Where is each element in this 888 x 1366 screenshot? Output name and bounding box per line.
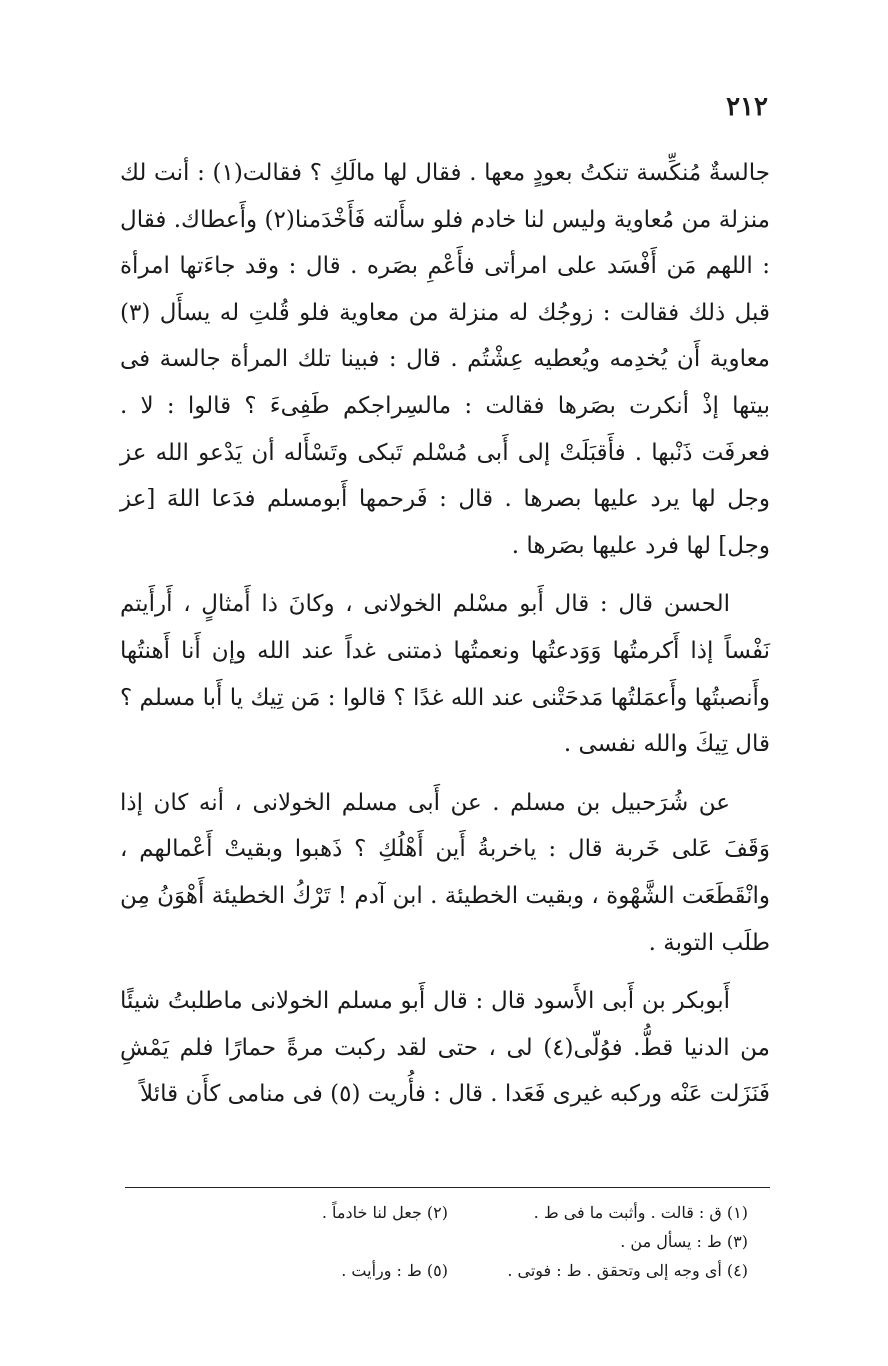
footnote-separator [125, 1187, 770, 1188]
paragraph-3: عن شُرَحبيل بن مسلم . عن أَبى مسلم الخولانى ، أنه كان إذا وَقَفَ عَلى خَربة قال : ياخربةُ أَين أَهْلُكِ ؟ ذَهبوا وبقيتْ أَعْمالهم ، وانْقَطَعَت الشَّهْوة ، وبقيت الخطيئة . ابن آدم ! تَرْكُ الخطيئة أَهْوَنُ مِن طلَب التوبة . [120, 789, 770, 956]
body-text [120, 150, 770, 1130]
footnote-5: (٥) ط : ورأيت . [341, 1261, 448, 1280]
footnote-2: (٢) جعل لنا خادماً . [321, 1203, 448, 1222]
page-number: ٢١٢ [726, 92, 768, 122]
footnote-row [148, 1256, 748, 1285]
paragraph-1: جالسةٌ مُنكِّسة تنكتُ بعودٍ معها . فقال لها مالَكِ ؟ فقالت(١) : أنت لك منزلة من مُعاوية وليس لنا خادم فلو سأَلته فَأَخْدَمنا(٢) وأَعطاك. فقال : اللهم مَن أَفْسَد على امرأتى فأَعْمِ بصَره . قال : وقد جاءَتها امرأة قبل ذلك فقالت : زوجُك له منزلة من معاوية فلو قُلتِ له يسأَل (٣) معاوية أَن يُخدِمه ويُعطيه عِشْتُم . قال : فبينا تلك المرأة جالسة فى بيتها إذْ أنكرت بصَرها فقالت : مالسِراجكم طَفِىءَ ؟ قالوا : لا . فعرفَت ذَنْبها . فأَقبَلَتْ إلى أَبى مُسْلم تَبكى وتَسْأَله أن يَدْعو الله عز وجل لها يرد عليها بصرها . قال : فَرحمها أَبومسلم فدَعا اللهَ [عز وجل] لها فرد عليها بصَرها . [120, 160, 771, 559]
paragraph-4: أَبوبكر بن أَبى الأَسود قال : قال أَبو مسلم الخولانى ماطلبتُ شيئًا من الدنيا قطُّ. فوُلّى(٤) لى ، حتى لقد ركبت مرةً حمارًا فلم يَمْشِ فَنَزَلت عَنْه وركبه غيرى فَعَدا . قال : فأُريت (٥) فى منامى كأَن قائلاً [120, 988, 770, 1108]
footnotes [148, 1198, 748, 1285]
footnote-1: (١) ق : قالت . وأثبت ما فى ط . [533, 1203, 748, 1222]
footnote-4: (٤) أى وجه إلى وتحقق . ط : فوتى . [507, 1261, 748, 1280]
footnote-row [148, 1227, 748, 1256]
footnote-3: (٣) ط : يسأل من . [620, 1232, 748, 1251]
footnote-row [148, 1198, 748, 1227]
paragraph-2: الحسن قال : قال أَبو مسْلم الخولانى ، وكانَ ذا أَمثالٍ ، أَرأَيتم نَفْساً إذا أَكرمتُها وَوَدعتُها ونعمتُها ذمتنى غداً عند الله وإن أَنا أَهنتُها وأَنصبتُها وأَعمَلتُها مَدحَتْنى عند الله غدًا ؟ قالوا : مَن تِيك يا أَبا مسلم ؟ قال تِيكَ والله نفسى . [120, 591, 770, 758]
